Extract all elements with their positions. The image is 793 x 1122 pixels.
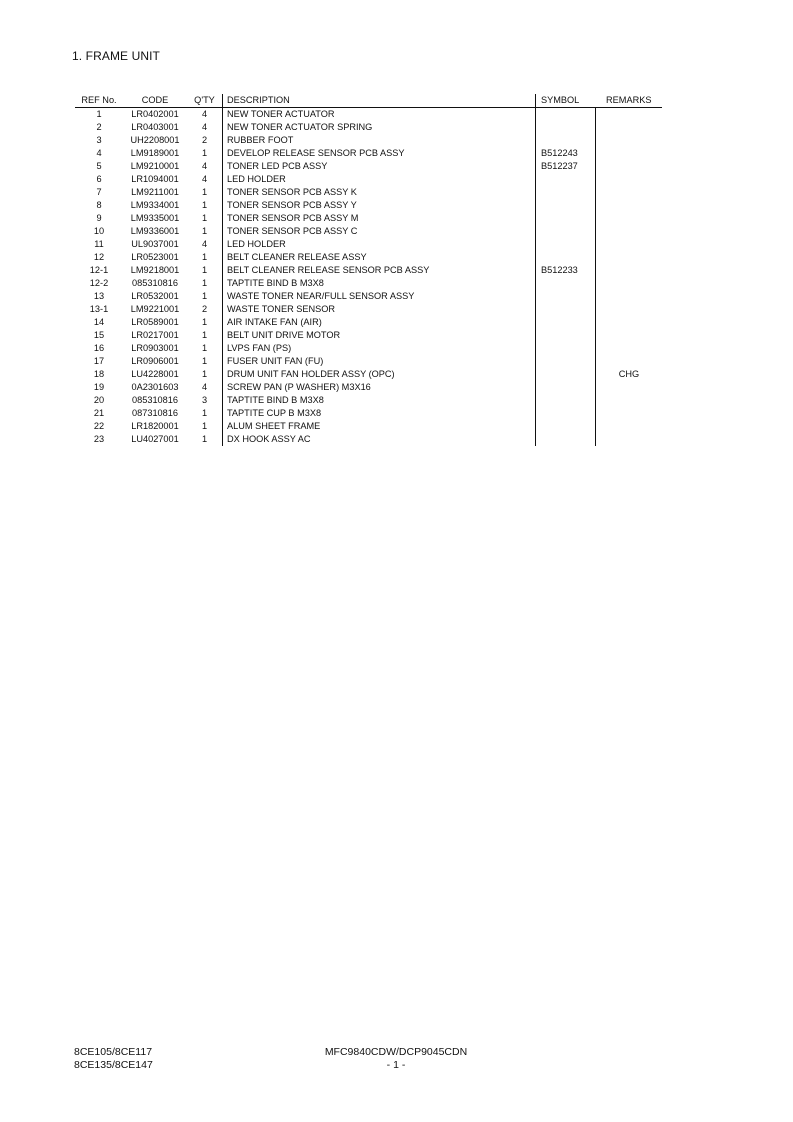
cell-description: TONER SENSOR PCB ASSY K xyxy=(223,186,536,199)
table-row xyxy=(75,433,662,446)
cell-ref-no: 12-1 xyxy=(89,265,109,275)
table-row xyxy=(75,355,662,368)
cell-symbol xyxy=(536,381,596,394)
cell-ref-no: 21 xyxy=(93,408,105,418)
page-number: - 1 - xyxy=(386,1059,406,1071)
cell-symbol xyxy=(536,342,596,355)
cell-qty: 4 xyxy=(201,239,208,249)
cell-qty: 1 xyxy=(201,291,208,301)
table-row xyxy=(75,316,662,329)
cell-qty: 1 xyxy=(201,330,208,340)
cell-remarks xyxy=(596,277,663,290)
cell-remarks: CHG xyxy=(596,368,663,381)
cell-description: BELT CLEANER RELEASE ASSY xyxy=(223,251,536,264)
cell-symbol xyxy=(536,238,596,251)
cell-symbol xyxy=(536,134,596,147)
cell-description: RUBBER FOOT xyxy=(223,134,536,147)
cell-remarks xyxy=(596,342,663,355)
cell-code: LR1094001 xyxy=(131,174,179,184)
cell-symbol xyxy=(536,225,596,238)
table-row xyxy=(75,225,662,238)
cell-description: SCREW PAN (P WASHER) M3X16 xyxy=(223,381,536,394)
header-code: CODE xyxy=(123,94,187,108)
cell-remarks xyxy=(596,212,663,225)
cell-code: LM9335001 xyxy=(130,213,180,223)
cell-qty: 1 xyxy=(201,252,208,262)
cell-ref-no: 8 xyxy=(96,200,102,210)
table-row xyxy=(75,186,662,199)
cell-ref-no: 13-1 xyxy=(89,304,109,314)
table-row xyxy=(75,407,662,420)
cell-symbol: B512237 xyxy=(536,160,596,173)
cell-qty: 4 xyxy=(201,161,208,171)
table-row xyxy=(75,381,662,394)
cell-symbol xyxy=(536,108,596,122)
cell-qty: 2 xyxy=(201,304,208,314)
parts-table-body xyxy=(75,108,662,447)
cell-code: LR0217001 xyxy=(131,330,179,340)
cell-symbol xyxy=(536,186,596,199)
cell-remarks xyxy=(596,173,663,186)
cell-description: TAPTITE BIND B M3X8 xyxy=(223,277,536,290)
cell-qty: 1 xyxy=(201,434,208,444)
cell-ref-no: 5 xyxy=(96,161,102,171)
cell-code: LM9211001 xyxy=(131,187,179,197)
cell-ref-no: 23 xyxy=(93,434,105,444)
table-row xyxy=(75,264,662,277)
cell-ref-no: 12 xyxy=(93,252,105,262)
cell-description: AIR INTAKE FAN (AIR) xyxy=(223,316,536,329)
cell-code: 087310816 xyxy=(132,408,178,418)
cell-description: ALUM SHEET FRAME xyxy=(223,420,536,433)
cell-code: LR0589001 xyxy=(131,317,179,327)
parts-table xyxy=(75,94,662,446)
cell-description: TONER SENSOR PCB ASSY Y xyxy=(223,199,536,212)
cell-description: FUSER UNIT FAN (FU) xyxy=(223,355,536,368)
table-row xyxy=(75,160,662,173)
table-row xyxy=(75,277,662,290)
cell-remarks xyxy=(596,290,663,303)
cell-symbol xyxy=(536,368,596,381)
cell-ref-no: 12-2 xyxy=(89,278,109,288)
table-row xyxy=(75,420,662,433)
cell-description: NEW TONER ACTUATOR xyxy=(223,108,536,122)
cell-code: LM9218001 xyxy=(130,265,180,275)
footer-model-codes xyxy=(74,1046,153,1072)
table-row xyxy=(75,134,662,147)
cell-symbol xyxy=(536,420,596,433)
cell-remarks xyxy=(596,420,663,433)
cell-description: WASTE TONER NEAR/FULL SENSOR ASSY xyxy=(223,290,536,303)
cell-ref-no: 19 xyxy=(93,382,105,392)
cell-remarks xyxy=(596,251,663,264)
cell-remarks xyxy=(596,147,663,160)
cell-description: DEVELOP RELEASE SENSOR PCB ASSY xyxy=(223,147,536,160)
cell-code: LM9221001 xyxy=(130,304,180,314)
cell-description: LED HOLDER xyxy=(223,173,536,186)
cell-symbol xyxy=(536,329,596,342)
cell-qty: 1 xyxy=(201,369,208,379)
table-row xyxy=(75,121,662,134)
cell-symbol xyxy=(536,316,596,329)
cell-code: 085310816 xyxy=(132,395,178,405)
cell-code: 0A2301603 xyxy=(131,382,179,392)
cell-ref-no: 1 xyxy=(96,109,102,119)
table-row xyxy=(75,251,662,264)
header-description: DESCRIPTION xyxy=(223,94,536,108)
cell-qty: 1 xyxy=(201,421,208,431)
cell-remarks xyxy=(596,108,663,122)
cell-qty: 4 xyxy=(201,122,208,132)
cell-symbol: B512243 xyxy=(536,147,596,160)
cell-qty: 3 xyxy=(201,395,208,405)
cell-ref-no: 6 xyxy=(96,174,102,184)
footer-model-code-line-1: 8CE105/8CE117 xyxy=(74,1046,153,1058)
cell-remarks xyxy=(596,329,663,342)
cell-description: DX HOOK ASSY AC xyxy=(223,433,536,446)
footer-model-name: MFC9840CDW/DCP9045CDN xyxy=(324,1046,468,1058)
cell-code: LU4027001 xyxy=(131,434,179,444)
cell-description: BELT CLEANER RELEASE SENSOR PCB ASSY xyxy=(223,264,536,277)
cell-description: TONER SENSOR PCB ASSY C xyxy=(223,225,536,238)
cell-code: LM9334001 xyxy=(130,200,180,210)
cell-symbol: B512233 xyxy=(536,264,596,277)
table-row xyxy=(75,342,662,355)
cell-qty: 1 xyxy=(201,187,208,197)
cell-remarks xyxy=(596,316,663,329)
cell-code: LM9336001 xyxy=(130,226,180,236)
table-row xyxy=(75,199,662,212)
cell-symbol xyxy=(536,407,596,420)
cell-ref-no: 7 xyxy=(96,187,102,197)
cell-ref-no: 13 xyxy=(93,291,105,301)
cell-ref-no: 22 xyxy=(93,421,105,431)
cell-qty: 1 xyxy=(201,278,208,288)
cell-code: LR0532001 xyxy=(131,291,179,301)
table-row xyxy=(75,394,662,407)
cell-symbol xyxy=(536,121,596,134)
cell-qty: 1 xyxy=(201,317,208,327)
page-title: 1. FRAME UNIT xyxy=(72,49,160,63)
table-row xyxy=(75,290,662,303)
cell-ref-no: 9 xyxy=(96,213,102,223)
cell-description: BELT UNIT DRIVE MOTOR xyxy=(223,329,536,342)
cell-code: LU4228001 xyxy=(131,369,179,379)
header-remarks: REMARKS xyxy=(596,94,663,108)
header-ref-no: REF No. xyxy=(75,94,123,108)
cell-code: UL9037001 xyxy=(131,239,179,249)
cell-description: TAPTITE BIND B M3X8 xyxy=(223,394,536,407)
table-row xyxy=(75,108,662,122)
cell-qty: 2 xyxy=(201,135,208,145)
table-row xyxy=(75,173,662,186)
footer-model-and-page xyxy=(320,1046,472,1072)
cell-qty: 1 xyxy=(201,356,208,366)
cell-description: TONER SENSOR PCB ASSY M xyxy=(223,212,536,225)
cell-symbol xyxy=(536,212,596,225)
cell-remarks xyxy=(596,199,663,212)
footer-model-code-line-2: 8CE135/8CE147 xyxy=(74,1059,153,1071)
cell-symbol xyxy=(536,433,596,446)
cell-symbol xyxy=(536,394,596,407)
cell-symbol xyxy=(536,303,596,316)
cell-description: LVPS FAN (PS) xyxy=(223,342,536,355)
cell-code: LM9189001 xyxy=(130,148,180,158)
cell-symbol xyxy=(536,277,596,290)
cell-remarks xyxy=(596,134,663,147)
table-row xyxy=(75,147,662,160)
header-symbol: SYMBOL xyxy=(536,94,596,108)
cell-code: LR0403001 xyxy=(131,122,179,132)
cell-symbol xyxy=(536,173,596,186)
table-row xyxy=(75,368,662,381)
cell-qty: 1 xyxy=(201,148,208,158)
cell-remarks xyxy=(596,238,663,251)
table-row xyxy=(75,238,662,251)
cell-code: LM9210001 xyxy=(130,161,180,171)
cell-ref-no: 16 xyxy=(93,343,105,353)
table-row xyxy=(75,212,662,225)
cell-remarks xyxy=(596,186,663,199)
table-row xyxy=(75,303,662,316)
cell-ref-no: 4 xyxy=(96,148,102,158)
cell-remarks xyxy=(596,394,663,407)
cell-code: LR0402001 xyxy=(131,109,179,119)
cell-ref-no: 15 xyxy=(93,330,105,340)
cell-symbol xyxy=(536,355,596,368)
cell-remarks xyxy=(596,225,663,238)
cell-qty: 4 xyxy=(201,382,208,392)
cell-qty: 1 xyxy=(201,213,208,223)
cell-description: TAPTITE CUP B M3X8 xyxy=(223,407,536,420)
cell-code: LR0903001 xyxy=(131,343,179,353)
cell-ref-no: 17 xyxy=(93,356,105,366)
cell-description: NEW TONER ACTUATOR SPRING xyxy=(223,121,536,134)
cell-qty: 4 xyxy=(201,109,208,119)
cell-code: UH2208001 xyxy=(130,135,180,145)
cell-qty: 1 xyxy=(201,343,208,353)
cell-ref-no: 10 xyxy=(93,226,105,236)
cell-remarks xyxy=(596,264,663,277)
cell-description: TONER LED PCB ASSY xyxy=(223,160,536,173)
cell-symbol xyxy=(536,290,596,303)
cell-description: DRUM UNIT FAN HOLDER ASSY (OPC) xyxy=(223,368,536,381)
cell-ref-no: 11 xyxy=(94,239,104,249)
cell-code: 085310816 xyxy=(132,278,178,288)
cell-remarks xyxy=(596,160,663,173)
cell-remarks xyxy=(596,303,663,316)
cell-code: LR0523001 xyxy=(131,252,179,262)
cell-qty: 1 xyxy=(201,265,208,275)
cell-remarks xyxy=(596,355,663,368)
cell-remarks xyxy=(596,433,663,446)
cell-remarks xyxy=(596,121,663,134)
table-row xyxy=(75,329,662,342)
cell-description: WASTE TONER SENSOR xyxy=(223,303,536,316)
cell-qty: 4 xyxy=(201,174,208,184)
cell-symbol xyxy=(536,251,596,264)
cell-description: LED HOLDER xyxy=(223,238,536,251)
table-header-row xyxy=(75,94,662,108)
cell-ref-no: 20 xyxy=(93,395,105,405)
cell-ref-no: 3 xyxy=(96,135,102,145)
cell-qty: 1 xyxy=(201,200,208,210)
cell-remarks xyxy=(596,381,663,394)
cell-remarks xyxy=(596,407,663,420)
cell-ref-no: 2 xyxy=(96,122,102,132)
cell-qty: 1 xyxy=(201,408,208,418)
cell-qty: 1 xyxy=(201,226,208,236)
cell-code: LR1820001 xyxy=(131,421,179,431)
cell-code: LR0906001 xyxy=(131,356,179,366)
cell-ref-no: 18 xyxy=(93,369,105,379)
header-qty: Q'TY xyxy=(187,94,223,108)
cell-symbol xyxy=(536,199,596,212)
cell-ref-no: 14 xyxy=(93,317,105,327)
